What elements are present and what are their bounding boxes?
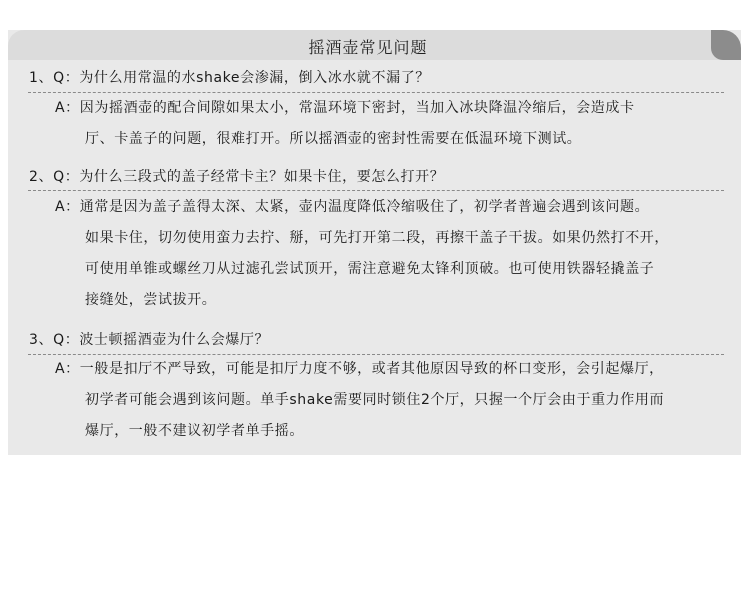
faq-divider-2 (28, 190, 724, 191)
faq-header (8, 30, 741, 60)
answer-line: 可使用单锥或螺丝刀从过滤孔尝试顶开，需注意避免太锋利顶破。也可使用铁器轻撬盖子 (85, 261, 655, 277)
faq-question-3: 3、Q：波士顿摇酒壶为什么会爆厅？ (29, 332, 270, 348)
faq-question-2: 2、Q：为什么三段式的盖子经常卡主？如果卡住，要怎么打开？ (29, 169, 445, 185)
answer-line: 初学者可能会遇到该问题。单手shake需要同时锁住2个厅，只握一个厅会由于重力作用而 (85, 392, 665, 408)
faq-answer-3 (55, 354, 664, 447)
answer-line: 如果卡住，切勿使用蛮力去拧、掰，可先打开第二段，再擦干盖子干拔。如果仍然打不开， (85, 230, 669, 246)
answer-line: A：一般是扣厅不严导致，可能是扣厅力度不够，或者其他原因导致的杯口变形，会引起爆厅， (55, 361, 664, 377)
faq-answer-2 (55, 192, 669, 316)
answer-line: A：因为摇酒壶的配合间隙如果太小，常温环境下密封，当加入冰块降温冷缩后，会造成卡 (55, 100, 635, 116)
answer-line: 厅、卡盖子的问题，很难打开。所以摇酒壶的密封性需要在低温环境下测试。 (85, 131, 582, 147)
faq-question-1: 1、Q：为什么用常温的水shake会渗漏，倒入冰水就不漏了？ (29, 70, 430, 86)
answer-line: 接缝处，尝试拔开。 (85, 292, 217, 308)
answer-line: 爆厅，一般不建议初学者单手摇。 (85, 423, 304, 439)
faq-answer-1 (55, 93, 635, 155)
page-title: 摇酒壶常见问题 (308, 38, 428, 57)
answer-line: A：通常是因为盖子盖得太深、太紧，壶内温度降低冷缩吸住了，初学者普遍会遇到该问题。 (55, 199, 650, 215)
